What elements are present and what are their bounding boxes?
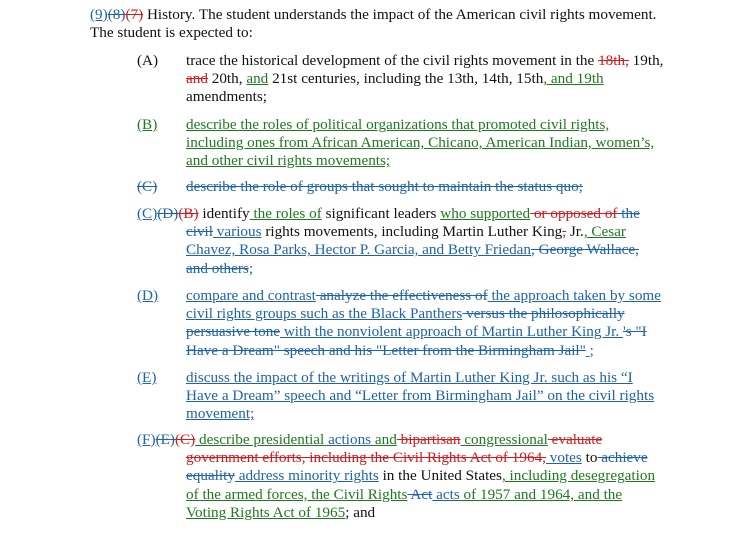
f-inserted: , including desegregation bbox=[501, 467, 656, 485]
item-b-text bbox=[186, 116, 696, 171]
intro-text-2: The student is expected to: bbox=[90, 24, 253, 42]
a-inserted: , and 19th bbox=[543, 70, 604, 88]
c-inserted: the roles of bbox=[249, 205, 322, 222]
d-inserted: civil rights groups such as the Black Panthers bbox=[186, 305, 463, 323]
label-e: (E) bbox=[137, 369, 157, 386]
d-deleted: Have a Dream" speech and his "Letter from the Birmingham Jail" bbox=[186, 341, 586, 359]
c-deleted: or opposed bbox=[530, 205, 602, 222]
e-line: movement; bbox=[186, 405, 255, 423]
f-inserted: describe presidential bbox=[195, 431, 325, 448]
f-deleted: evaluate bbox=[547, 431, 603, 448]
e-line: Have a Dream” speech and “Letter from Birmingham Jail” on the civil rights bbox=[186, 387, 655, 405]
a-text: 21st centuries, including the 13th, 14th, 15th bbox=[268, 70, 544, 88]
c-deleted: civil bbox=[186, 223, 213, 241]
f-inserted: address minority rights bbox=[234, 467, 379, 485]
item-c-text bbox=[186, 178, 696, 196]
item-e-text bbox=[186, 369, 696, 424]
a-text: 20th, bbox=[207, 70, 247, 88]
c-deleted: and others bbox=[186, 259, 249, 277]
c-inserted: Chavez, Rosa Parks, Hector P. Garcia, and Betty Friedan bbox=[186, 241, 532, 259]
c-text: Jr. bbox=[566, 223, 584, 241]
d-deleted: 's "I bbox=[622, 323, 647, 341]
label-c: (C) bbox=[137, 178, 158, 195]
f-inserted: Voting Rights Act of 1965 bbox=[186, 503, 346, 521]
c-line: describe the role of groups that sought to maintain the status quo; bbox=[186, 178, 583, 195]
item-d-text bbox=[186, 287, 696, 360]
label-b: (B) bbox=[137, 116, 158, 133]
c-deleted: of bbox=[601, 205, 618, 222]
intro-text-1: History. The student understands the impact of the American civil rights movement. bbox=[143, 6, 657, 23]
d-inserted: compare and contrast bbox=[186, 287, 316, 304]
a-inserted: and bbox=[246, 70, 269, 88]
label-b-old: (B) bbox=[178, 205, 199, 222]
item-f-text bbox=[137, 431, 697, 522]
number-8: (8) bbox=[107, 6, 126, 23]
a-text: 19th, bbox=[628, 52, 664, 69]
a-text: amendments; bbox=[186, 88, 267, 106]
label-f: (F) bbox=[137, 431, 156, 448]
f-inserted: votes bbox=[545, 449, 582, 467]
c-deleted: the bbox=[617, 205, 640, 222]
f-deleted: bipartisan bbox=[396, 431, 461, 448]
b-line: describe the roles of political organizations that promoted civil rights, bbox=[186, 116, 610, 133]
label-d-old: (D) bbox=[157, 205, 179, 222]
f-deleted: equality bbox=[186, 467, 235, 485]
c-text: significant leaders bbox=[321, 205, 441, 222]
number-9: (9) bbox=[90, 6, 108, 23]
c-deleted: , bbox=[562, 223, 567, 241]
c-inserted: , Cesar bbox=[583, 223, 626, 241]
number-7: (7) bbox=[125, 6, 144, 23]
f-deleted: achieve bbox=[597, 449, 648, 467]
a-text: trace the historical development of the civil rights movement in the bbox=[186, 52, 599, 69]
label-e-old: (E) bbox=[155, 431, 175, 448]
a-deleted: 18th, bbox=[598, 52, 629, 69]
c-text: rights movements bbox=[261, 223, 374, 241]
d-inserted: ; bbox=[585, 341, 594, 359]
label-c-old: (C) bbox=[174, 431, 196, 448]
c-text: identify bbox=[198, 205, 250, 222]
f-inserted: of 1957 and 1964, and the bbox=[459, 485, 623, 503]
c-inserted: ; bbox=[248, 259, 254, 277]
c-inserted: various bbox=[213, 223, 262, 241]
f-deleted: Act bbox=[407, 485, 433, 503]
d-deleted: versus the philosophically bbox=[462, 305, 625, 323]
label-d: (D) bbox=[137, 287, 159, 304]
d-deleted: persuasive tone bbox=[186, 323, 281, 341]
f-inserted: of the armed forces, the Civil Rights bbox=[186, 485, 408, 503]
f-deleted: , including the Civil Rights Act of 1964, bbox=[301, 449, 546, 467]
d-inserted: the approach taken by some bbox=[487, 287, 661, 304]
label-a: (A) bbox=[137, 52, 159, 69]
f-deleted: government efforts bbox=[186, 449, 302, 467]
d-deleted: analyze the effectiveness of bbox=[315, 287, 488, 304]
f-inserted: and bbox=[371, 431, 397, 448]
intro-line-1 bbox=[90, 6, 715, 24]
f-inserted: congressional bbox=[460, 431, 548, 448]
f-inserted: actions bbox=[324, 431, 372, 448]
d-inserted: with the nonviolent approach bbox=[280, 323, 462, 341]
f-text: in the United States bbox=[378, 467, 502, 485]
item-a-text bbox=[186, 52, 696, 107]
intro-paragraph bbox=[90, 6, 715, 42]
a-deleted: and bbox=[186, 70, 208, 88]
b-line: and other civil rights movements; bbox=[186, 152, 391, 170]
c-text: , including Martin Luther King bbox=[373, 223, 563, 241]
item-c-leaders-text bbox=[137, 205, 682, 278]
d-inserted: of Martin Luther King Jr. bbox=[461, 323, 623, 341]
c-inserted: who supported bbox=[440, 205, 531, 222]
e-line: discuss the impact of the writings of Martin Luther King Jr. such as his “I bbox=[186, 369, 633, 386]
label-c-new: (C) bbox=[137, 205, 158, 222]
f-inserted: acts bbox=[432, 485, 460, 503]
f-text: to bbox=[581, 449, 598, 467]
c-deleted: , George Wallace, bbox=[531, 241, 639, 259]
b-line: including ones from African American, Chicano, American Indian, women’s, bbox=[186, 134, 655, 152]
f-text: ; and bbox=[345, 503, 376, 521]
